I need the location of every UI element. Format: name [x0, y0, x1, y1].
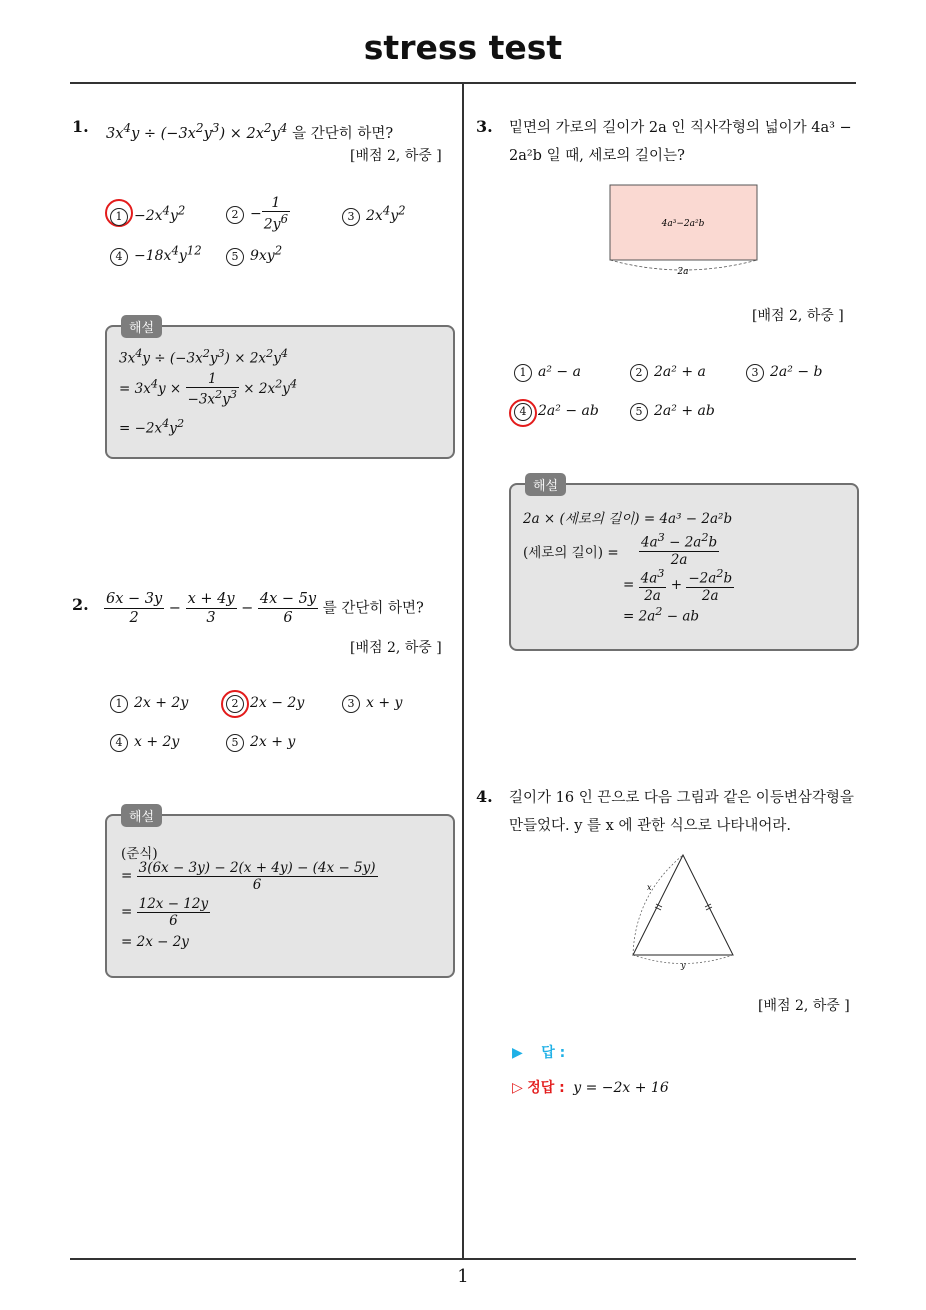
- play-icon: ▶: [512, 1045, 523, 1061]
- option-number-4: 4: [110, 248, 128, 266]
- score-label: [배점 2, 하중 ]: [350, 640, 442, 656]
- option-number-5: 5: [226, 248, 244, 266]
- option-5[interactable]: 5 2a² + ab: [630, 403, 715, 421]
- option-number-3: 3: [342, 208, 360, 226]
- option-number-3: 3: [746, 364, 764, 382]
- base-length-label: 2a: [677, 267, 689, 277]
- option-3[interactable]: 3 x + y: [342, 695, 402, 713]
- option-number-2: 2: [226, 695, 244, 713]
- bottom-rule: [70, 1258, 856, 1260]
- triangle-figure: [625, 850, 745, 970]
- option-2[interactable]: 2 2a² + a: [630, 364, 706, 382]
- option-3[interactable]: 3 2a² − b: [746, 364, 822, 382]
- correct-value: y = −2x + 16: [573, 1080, 669, 1096]
- option-4[interactable]: $4 -18x^4y^{12}$: [110, 243, 202, 266]
- correct-label: 정답 :: [527, 1080, 565, 1096]
- option-2[interactable]: 2 − $\frac{1}{2y^6}$: [226, 195, 290, 233]
- score-label: [배점 2, 하중 ]: [758, 998, 850, 1014]
- question-text-line-2: 2a²b 일 때, 세로의 길이는?: [509, 148, 685, 164]
- base-y-label: y: [681, 961, 686, 970]
- question-text-line-2: 만들었다. y 를 x 에 관한 식으로 나타내어라.: [509, 818, 791, 834]
- option-1[interactable]: 1 2x + 2y: [110, 695, 188, 713]
- rect-area-label: 4a³−2a²b: [661, 219, 705, 229]
- option-1[interactable]: 1 a² − a: [514, 364, 581, 382]
- solution-box: 해설 (준식) = $\frac{3(6x - 3y) - 2(x + 4y) - (4x - 5y)}{6}$ = $\frac{12x - 12y}{6}$ = 2x − 2y: [105, 814, 455, 978]
- question-number: 4.: [476, 787, 493, 806]
- answer-label: 답 :: [541, 1045, 566, 1061]
- question-text-line-1: 밑면의 가로의 길이가 2a 인 직사각형의 넓이가 4a³ −: [509, 120, 852, 136]
- score-label: [배점 2, 하중 ]: [350, 148, 442, 164]
- rectangle-figure: [600, 180, 770, 280]
- option-number-2: 2: [630, 364, 648, 382]
- page-number: 1: [457, 1266, 469, 1287]
- question-text-line-1: 길이가 16 인 끈으로 다음 그림과 같은 이등변삼각형을: [509, 790, 854, 806]
- page-title: stress test: [363, 28, 563, 67]
- question-number: 3.: [476, 117, 493, 136]
- option-5[interactable]: 5 2x + y: [226, 734, 295, 752]
- column-divider: [462, 82, 464, 1258]
- option-number-1: 1: [110, 208, 128, 226]
- option-3[interactable]: 3 $2x^4y^2$: [342, 203, 406, 226]
- answer-row[interactable]: [512, 1042, 565, 1062]
- question-number: 1.: [72, 117, 89, 136]
- question-text: $3x^4y \div (-3x^2y^3) \times 2x^2y^4$ 을 간단히 하면?: [106, 121, 394, 142]
- play-outline-icon: ▷: [512, 1080, 523, 1096]
- side-x-label: x: [647, 883, 652, 892]
- solution-line: 2a × (세로의 길이) = 4a³ − 2a²b: [523, 511, 733, 527]
- option-4[interactable]: 4 2a² − ab: [514, 403, 599, 421]
- option-number-4: 4: [514, 403, 532, 421]
- option-1[interactable]: $1 -2x^4y^2$: [110, 203, 185, 226]
- question-number: 2.: [72, 595, 89, 614]
- option-number-4: 4: [110, 734, 128, 752]
- solution-tag: 해설: [525, 473, 566, 496]
- option-number-5: 5: [630, 403, 648, 421]
- solution-tag: 해설: [121, 315, 162, 338]
- question-text: $\frac{6x - 3y}{2}$ − $\frac{x + 4y}{3}$ − $\frac{4x - 5y}{6}$ 를 간단히 하면?: [106, 591, 424, 626]
- solution-tag: 해설: [121, 804, 162, 827]
- correct-answer-row: [512, 1077, 669, 1097]
- option-5[interactable]: 5 $9xy^2$: [226, 243, 282, 266]
- solution-line: (준식): [121, 846, 158, 862]
- solution-box: 해설 $3x^4y \div (-3x^2y^3) \times 2x^2y^4$ = $3x^4y$ × $\frac{1}{-3x^2y^3}$ × $2x^2y^4$ = $-2x^4y^2$: [105, 325, 455, 459]
- option-number-1: 1: [110, 695, 128, 713]
- option-2[interactable]: 2 2x − 2y: [226, 695, 304, 713]
- option-number-2: 2: [226, 206, 244, 224]
- option-number-5: 5: [226, 734, 244, 752]
- solution-line-lhs: (세로의 길이) =: [523, 545, 619, 561]
- solution-box: 해설 2a × (세로의 길이) = 4a³ − 2a²b (세로의 길이) = $\frac{4a^3 - 2a^2b}{2a}$ = $\frac{4a^3}{2a}$ + $\frac{-2a^2b}{2a}$ = $2a^2$ − ab: [509, 483, 859, 651]
- score-label: [배점 2, 하중 ]: [752, 308, 844, 324]
- option-4[interactable]: 4 x + 2y: [110, 734, 179, 752]
- option-number-1: 1: [514, 364, 532, 382]
- option-number-3: 3: [342, 695, 360, 713]
